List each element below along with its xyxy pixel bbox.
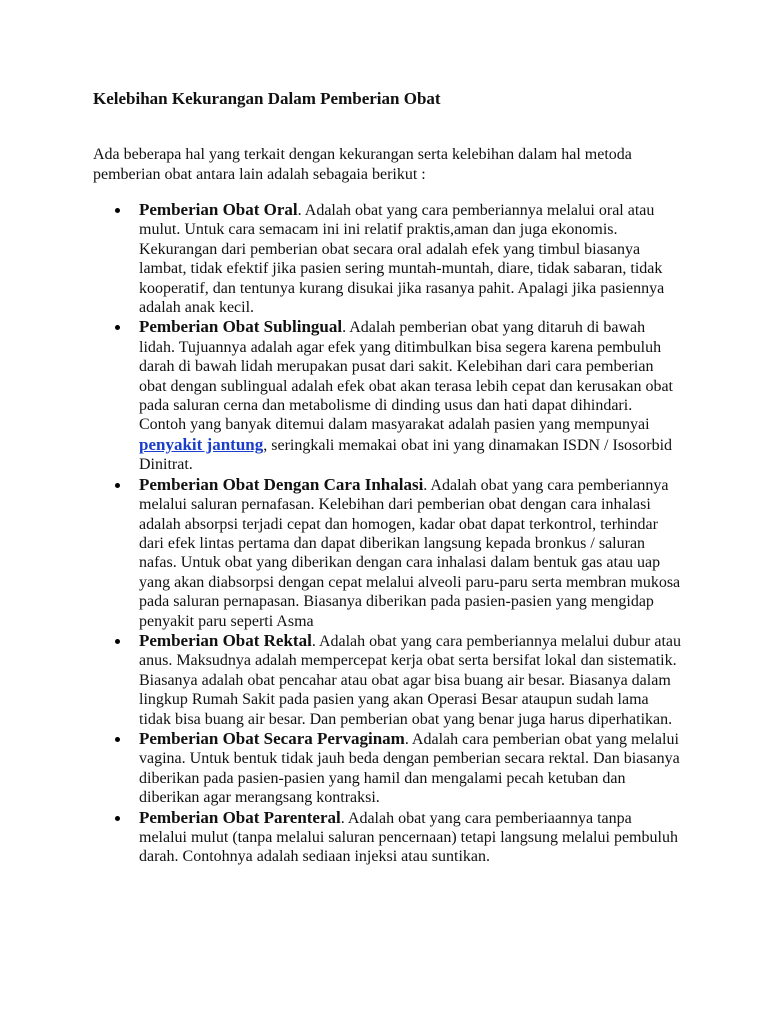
- list-item: [93, 317, 683, 474]
- bullet-icon: [115, 639, 120, 644]
- bullet-icon: [115, 325, 120, 330]
- item-text: . Adalah obat yang cara pemberiannya melalui oral atau mulut. Untuk cara semacam ini ini relatif praktis,aman dan juga ekonomis. Kekurangan dari pemberian obat secara oral adalah efek yang timbul biasanya lambat, tidak efektif jika pasien sering muntah-muntah, diare, tidak sabaran, tidak kooperatif, dan tentunya kurang disukai jika rasanya pahit. Apalagi jika pasiennya adalah anak kecil.: [139, 202, 665, 317]
- document-page: [93, 88, 683, 867]
- list-item: [93, 631, 683, 729]
- document-title: Kelebihan Kekurangan Dalam Pemberian Obat: [93, 89, 441, 108]
- bullet-icon: [115, 483, 120, 488]
- item-text: . Adalah pemberian obat yang ditaruh di bawah lidah. Tujuannya adalah agar efek yang ditimbulkan bisa segera karena pembuluh darah di bawah lidah merupakan pusat dari sakit. Kelebihan dari cara pemberian obat dengan sublingual adalah efek obat akan terasa lebih cepat dan kerusakan obat pada saluran cerna dan metabolisme di dinding usus dan hati dapat dihindari. Contoh yang banyak ditemui dalam masyarakat adalah pasien yang mempunyai: [139, 319, 673, 434]
- bullet-icon: [115, 208, 120, 213]
- bullet-icon: [115, 816, 120, 821]
- item-text: . Adalah obat yang cara pemberiannya melalui dubur atau anus. Maksudnya adalah mempercepat kerja obat serta bersifat lokal dan sistematik. Biasanya adalah obat pencahar atau obat agar bisa buang air besar. Biasanya dalam lingkup Rumah Sakit pada pasien yang akan Operasi Besar ataupun sudah lama tidak bisa buang air besar. Dan pemberian obat yang benar juga harus diperhatikan.: [139, 632, 682, 728]
- item-text: . Adalah obat yang cara pemberiaannya tanpa melalui mulut (tanpa melalui saluran pencernaan) tetapi langsung melalui pembuluh darah. Contohnya adalah sediaan injeksi atau suntikan.: [139, 809, 678, 866]
- item-term: Pemberian Obat Sublingual: [139, 317, 343, 337]
- penyakit-jantung-link[interactable]: penyakit jantung: [139, 434, 264, 454]
- intro-paragraph: Ada beberapa hal yang terkait dengan kekurangan serta kelebihan dalam hal metoda pemberian obat antara lain adalah sebagaia berikut :: [93, 146, 632, 183]
- bullet-icon: [115, 737, 120, 742]
- list-item: [93, 200, 683, 317]
- item-term: Pemberian Obat Oral: [139, 200, 298, 219]
- item-term: Pemberian Obat Dengan Cara Inhalasi: [139, 474, 424, 494]
- item-term: Pemberian Obat Rektal: [139, 630, 312, 650]
- item-term: Pemberian Obat Secara Pervaginam: [139, 728, 405, 748]
- list-item: [93, 475, 683, 631]
- item-text-after: , seringkali memakai obat ini yang dinamakan ISDN / Isosorbid Dinitrat.: [139, 436, 673, 474]
- item-text: . Adalah obat yang cara pemberiannya melalui saluran pernafasan. Kelebihan dari pemberian obat dengan cara inhalasi adalah absorpsi terjadi cepat dan homogen, kadar obat dapat terkontrol, terhindar dari efek lintas pertama dan dapat diberikan langsung kepada bronkus / saluran nafas. Untuk obat yang diberikan dengan cara inhalasi dalam bentuk gas atau uap yang akan diabsorpsi dengan cepat melalui alveoli paru-paru serta membran mukosa pada saluran pernapasan. Biasanya diberikan pada pasien-pasien yang mengidap penyakit paru seperti Asma: [139, 476, 681, 630]
- item-text: . Adalah cara pemberian obat yang melalui vagina. Untuk bentuk tidak jauh beda dengan pemberian secara rektal. Dan biasanya diberikan pada pasien-pasien yang hamil dan mengalami pecah ketuban dan diberikan agar merangsang kontraksi.: [139, 730, 680, 807]
- method-list: [93, 200, 683, 867]
- item-term: Pemberian Obat Parenteral: [139, 807, 341, 827]
- list-item: [93, 808, 683, 867]
- list-item: [93, 729, 683, 808]
